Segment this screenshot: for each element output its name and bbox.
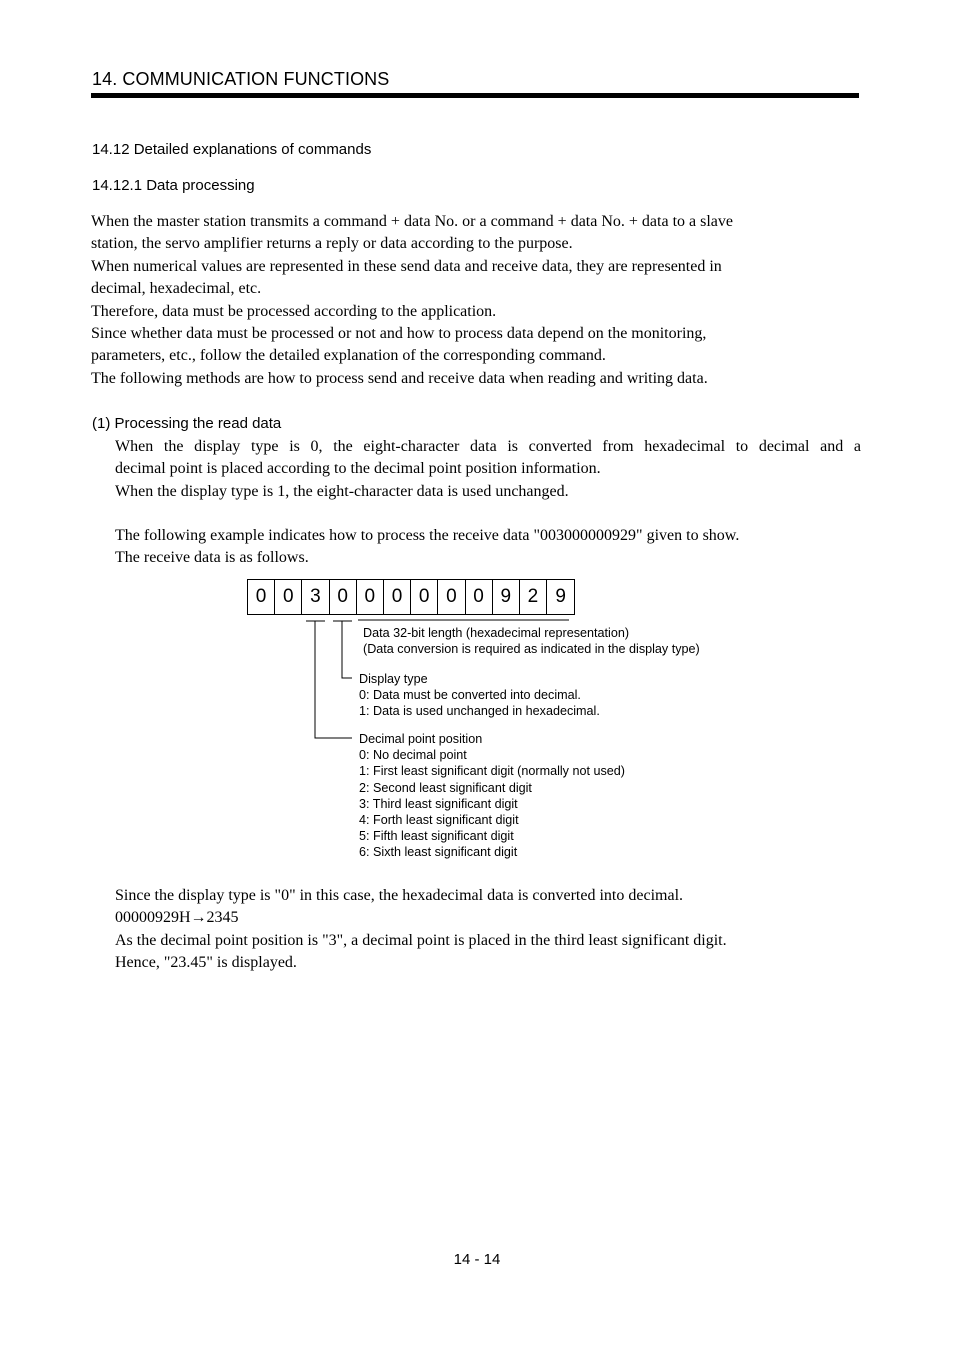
annotation-line: 1: First least significant digit (normally not used) <box>359 764 625 779</box>
conclusion-line: 00000929H→2345 <box>115 909 239 927</box>
intro-line: station, the servo amplifier returns a reply or data according to the purpose. <box>91 235 573 253</box>
digit-cell: 0 <box>438 580 465 614</box>
header-rule <box>91 93 859 98</box>
digit-cell: 0 <box>411 580 438 614</box>
digit-cell: 9 <box>555 586 566 607</box>
page-header-title: 14. COMMUNICATION FUNCTIONS <box>92 69 390 89</box>
digit-cell: 0 <box>330 580 357 614</box>
annotation-line: 4: Forth least significant digit <box>359 813 519 828</box>
conclusion-line: Since the display type is "0" in this case, the hexadecimal data is converted into decimal. <box>115 887 684 904</box>
decimal-point-leader <box>315 621 352 738</box>
data-length-annotation <box>363 625 700 657</box>
intro-line: Therefore, data must be processed according to the application. <box>91 302 497 320</box>
annotation-line: 6: Sixth least significant digit <box>359 845 518 860</box>
conclusion-line: Hence, "23.45" is displayed. <box>115 954 297 972</box>
intro-line: Since whether data must be processed or not and how to process data depend on the monitoring, <box>91 325 707 343</box>
digit-cell: 0 <box>275 580 302 614</box>
intro-line: The following methods are how to process send and receive data when reading and writing data. <box>91 369 708 387</box>
annotation-line: 5: Fifth least significant digit <box>359 829 514 844</box>
annotation-line: Decimal point position <box>359 732 483 746</box>
receive-data-digit-row <box>247 579 575 615</box>
page-number: 14 - 14 <box>453 1251 501 1268</box>
section-heading: 14.12 Detailed explanations of commands <box>92 141 372 158</box>
decimal-point-annotation <box>359 731 625 861</box>
read-data-heading: (1) Processing the read data <box>92 415 282 432</box>
display-type-leader <box>342 621 352 678</box>
subsection-heading: 14.12.1 Data processing <box>92 177 255 194</box>
annotation-line: 2: Second least significant digit <box>359 780 532 795</box>
intro-line: When the master station transmits a command + data No. or a command + data No. + data to a slave <box>91 213 733 230</box>
digit-cell: 2 <box>520 580 547 614</box>
annotation-line: 0: Data must be converted into decimal. <box>359 688 581 703</box>
annotation-line: Data 32-bit length (hexadecimal representation) <box>363 626 630 640</box>
intro-line: When numerical values are represented in these send data and receive data, they are represented in <box>91 257 722 275</box>
example-line: The following example indicates how to process the receive data "003000000929" given to show. <box>115 527 740 544</box>
conclusion-line: As the decimal point position is "3", a decimal point is placed in the third least significant digit. <box>115 931 727 949</box>
display-type-annotation <box>359 671 600 720</box>
digit-cell: 0 <box>384 580 411 614</box>
digit-cell: 0 <box>248 580 275 614</box>
example-line: The receive data is as follows. <box>115 549 309 567</box>
digit-cell: 9 <box>493 580 520 614</box>
example-paragraph <box>115 525 861 570</box>
annotation-line: (Data conversion is required as indicated in the display type) <box>363 642 700 657</box>
annotation-line: 0: No decimal point <box>359 748 467 763</box>
read-data-line: When the display type is 1, the eight-character data is used unchanged. <box>115 482 569 500</box>
intro-line: parameters, etc., follow the detailed explanation of the corresponding command. <box>91 347 606 365</box>
intro-line: decimal, hexadecimal, etc. <box>91 280 262 298</box>
read-data-line: When the display type is 0, the eight-character data is converted from hexadecimal to decimal and a <box>115 438 861 455</box>
intro-paragraph <box>91 211 861 390</box>
read-data-line: decimal point is placed according to the decimal point position information. <box>115 460 601 478</box>
read-data-paragraph <box>115 436 861 503</box>
annotation-line: Display type <box>359 672 428 686</box>
annotation-line: 1: Data is used unchanged in hexadecimal. <box>359 704 600 719</box>
digit-cell: 0 <box>466 580 493 614</box>
digit-cell: 0 <box>357 580 384 614</box>
conclusion-paragraph <box>115 885 861 975</box>
digit-cell: 3 <box>302 580 329 614</box>
annotation-line: 3: Third least significant digit <box>359 796 518 811</box>
